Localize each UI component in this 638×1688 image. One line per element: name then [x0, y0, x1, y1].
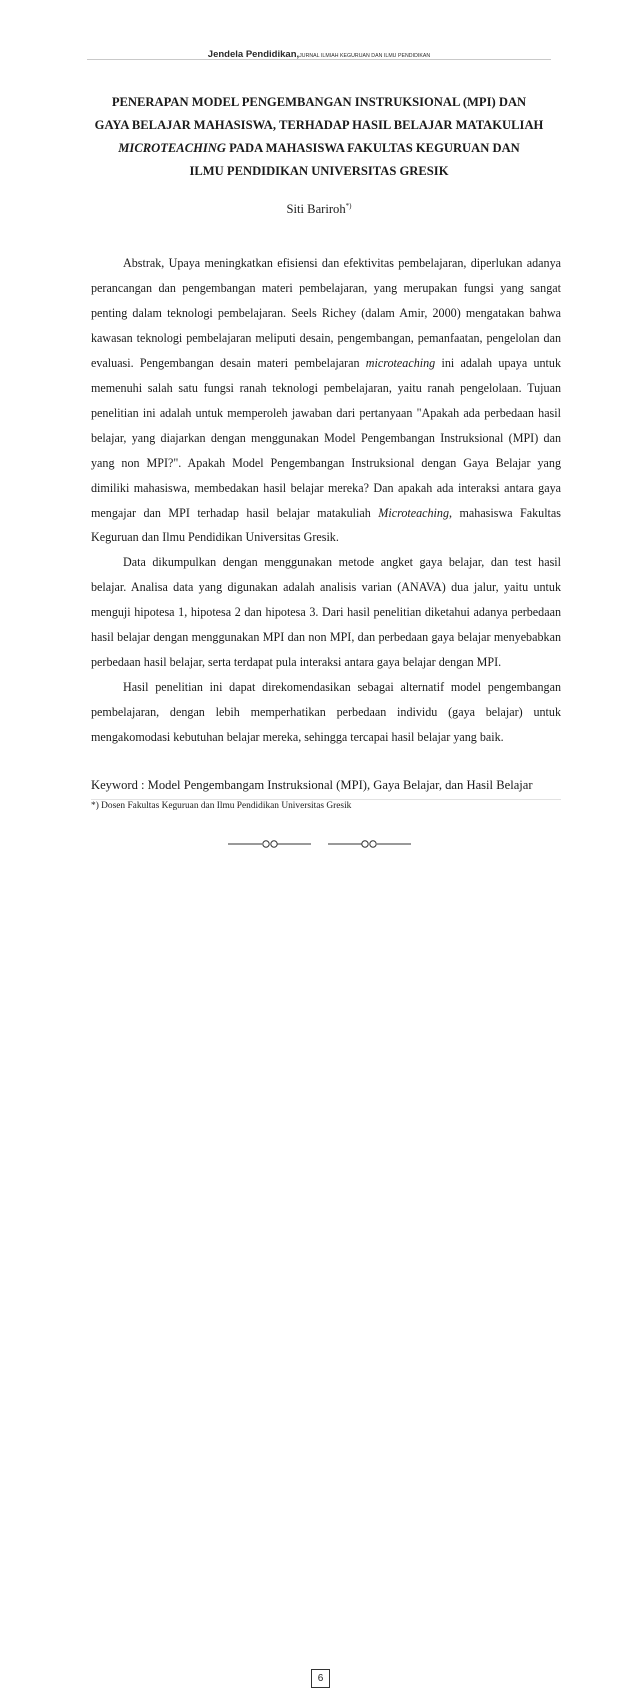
ornament-flourish-icon [0, 834, 638, 854]
title-line-4: ILMU PENDIDIKAN UNIVERSITAS GRESIK [189, 164, 449, 178]
header-divider [87, 59, 551, 60]
title-line-2: GAYA BELAJAR MAHASISWA, TERHADAP HASIL BELAJAR MATAKULIAH [94, 118, 544, 132]
keywords: Keyword : Model Pengembangam Instruksional (MPI), Gaya Belajar, dan Hasil Belajar [91, 778, 533, 792]
abstract-text-1b: ini adalah upaya untuk memenuhi salah satu fungsi ranah teknologi pembelajaran, yaitu ranah pengelolaan. Tujuan penelitian ini adalah untuk memperoleh jawaban dari pertanyaan "Apakah ada perbedaan hasil belajar, yang diajarkan dengan menggunakan Model Pengembangan Instruksional (MPI) dan yang non MPI?". Apakah Model Pengembangan Instruksional dengan Gaya Belajar yang dimiliki mahasiswa, membedakan hasil belajar mereka? Dan apakah ada interaksi antara gaya mengajar dan MPI terhadap hasil belajar matakuliah [91, 355, 562, 520]
title-line-3-rest: PADA MAHASISWA FAKULTAS KEGURUAN DAN [226, 141, 520, 155]
footnote-divider [91, 799, 561, 800]
page-ornament [0, 834, 638, 1684]
journal-subtitle: JURNAL ILMIAH KEGURUAN DAN ILMU PENDIDIKAN [299, 53, 431, 59]
abstract-italic-course: Microteaching [378, 505, 450, 520]
author [62, 202, 576, 217]
abstract-paragraph-2: Data dikumpulkan dengan menggunakan metode angket gaya belajar, dan test hasil belajar. Analisa data yang digunakan adalah analisis varian (ANAVA) dua jalur, yaitu untuk menguji hipotesa 1, hipotesa 2 dan hipotesa 3. Dari hasil penelitian diketahui adanya perbedaan hasil belajar dengan menggunakan MPI dan non MPI, dan perbedaan gaya belajar menyebabkan perbedaan hasil belajar, serta terdapat pula interaksi antara gaya belajar dengan MPI. [91, 555, 561, 670]
abstract-text-1a: Abstrak, Upaya meningkatkan efisiensi dan efektivitas pembelajaran, diperlukan adanya perancangan dan pengembangan materi pembelajaran, yang merupakan fungsi yang sangat penting dalam teknologi pembelajaran. Seels Richey (dalam Amir, 2000) mengatakan bahwa kawasan teknologi pembelajaran meliputi desain, pengembangan, pemanfaatan, pengelolan dan evaluasi. Pengembangan desain materi pembelajaran [91, 256, 561, 370]
paper-title [62, 91, 576, 183]
title-line-3 [62, 137, 576, 160]
abstract-paragraph-1 [91, 251, 561, 550]
author-name: Siti Bariroh [286, 202, 346, 217]
journal-name: Jendela Pendidikan, [207, 49, 300, 60]
footnote: *) Dosen Fakultas Keguruan dan Ilmu Pendidikan Universitas Gresik [91, 801, 352, 811]
abstract-paragraph-3: Hasil penelitian ini dapat direkomendasikan sebagai alternatif model pengembangan pembelajaran, dengan lebih memperhatikan perbedaan individu (gaya belajar) untuk mengakomodasi kebutuhan belajar mereka, sehingga tercapai hasil belajar yang baik. [91, 680, 561, 745]
page-number: 6 [311, 1669, 330, 1688]
abstract [91, 251, 561, 750]
author-footnote-mark: *) [345, 202, 352, 210]
abstract-italic-microteaching: microteaching [365, 355, 436, 370]
title-italic-term: MICROTEACHING [118, 141, 226, 155]
abstract-text-1c: , mahasiswa Fakultas Keguruan dan Ilmu Pendidikan Universitas Gresik. [91, 505, 561, 545]
title-line-1: PENERAPAN MODEL PENGEMBANGAN INSTRUKSIONAL (MPI) DAN [111, 95, 527, 109]
